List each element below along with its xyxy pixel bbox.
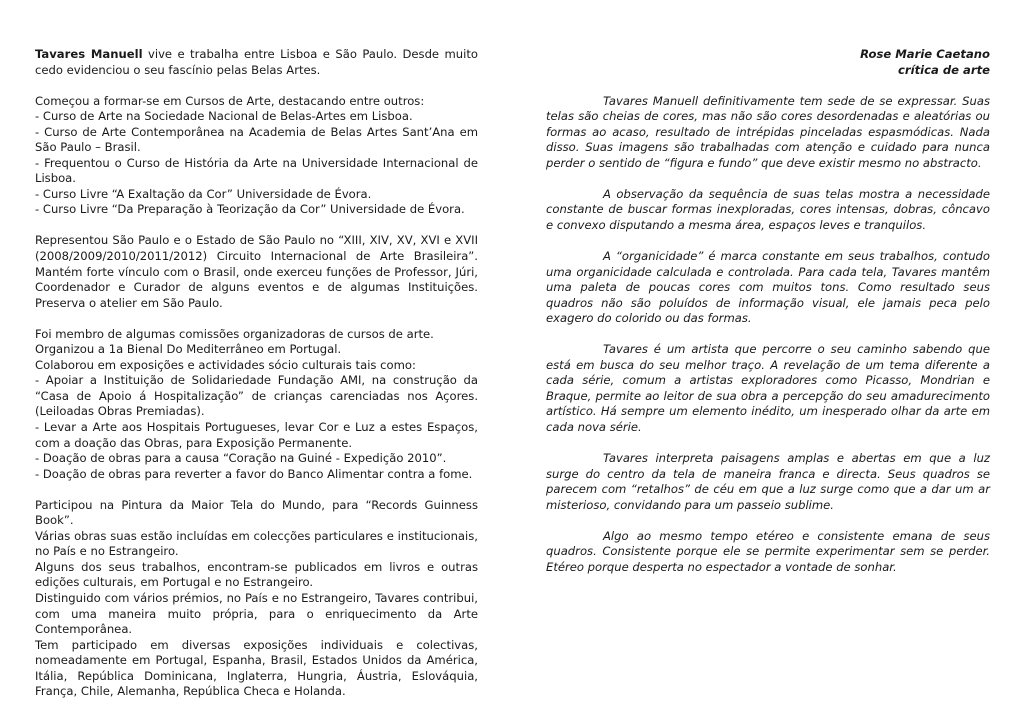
training-line: - Curso Livre “Da Preparação à Teorização da Cor” Universidade de Évora. — [35, 202, 465, 217]
activity-line: - Levar a Arte aos Hospitais Portugueses, levar Cor e Luz a estes Espaços, com a doação das Obras, para Exposição Permanente. — [35, 419, 478, 450]
recognition-line: Participou na Pintura da Maior Tela do Mundo, para “Records Guinness Book”. — [35, 497, 478, 528]
critique-paragraph: A “organicidade” é marca constante em seus trabalhos, contudo uma organicidade calculada e controlada. Para cada tela, Tavares mantêm uma paleta de poucas cores com muitos tons. Como resultado seus quadros não são poluídos de informação visual, ele jamais peca pelo exagero do colorido ou das formas. — [546, 248, 990, 326]
recognition-line: Alguns dos seus trabalhos, encontram-se publicados em livros e outras edições culturais, em Portugal e no Estrangeiro. — [35, 559, 478, 590]
critic-name: Rose Marie Caetano — [860, 47, 990, 61]
training-line: - Curso Livre “A Exaltação da Cor” Universidade de Évora. — [35, 186, 372, 201]
training-paragraph — [35, 94, 478, 218]
recognition-paragraph — [35, 498, 478, 700]
activities-paragraph — [35, 327, 478, 482]
activity-line: - Doação de obras para a causa “Coração na Guiné - Expedição 2010”. — [35, 451, 447, 466]
recognition-line: Tem participado em diversas exposições individuais e colectivas, nomeadamente em Portugal, Espanha, Brasil, Estados Unidos da América, Itália, República Dominicana, Inglaterra, Hungria, Áustria, Eslováquia, França, Chile, Alemanha, República Checa e Holanda. — [35, 637, 478, 699]
critic-role: crítica de arte — [898, 62, 990, 77]
recognition-line: Várias obras suas estão incluídas em colecções particulares e institucionais, no País e no Estrangeiro. — [35, 528, 478, 559]
representation-paragraph: Representou São Paulo e o Estado de São Paulo no “XIII, XIV, XV, XVI e XVII (2008/2009/2010/2011/2012) Circuito Internacional de Arte Brasileira”. Mantém forte vínculo com o Brasil, onde exerceu funções de Professor, Júri, Coordenador e Curador de alguns eventos e de algumas Instituições. Preserva o atelier em São Paulo. — [35, 233, 478, 310]
biography-column — [35, 47, 478, 715]
activity-line: - Apoiar a Instituição de Solidariedade Fundação AMI, na construção da “Casa de Apoio á Hospitalização” de crianças carenciadas nos Açores. (Leiloadas Obras Premiadas). — [35, 373, 478, 419]
intro-text: vive e trabalha entre Lisboa e São Paulo. Desde muito cedo evidenciou o seu fascínio pelas Belas Artes. — [35, 47, 478, 77]
activity-line: - Doação de obras para reverter a favor do Banco Alimentar contra a fome. — [35, 466, 473, 481]
activity-line: Foi membro de algumas comissões organizadoras de cursos de arte. — [35, 326, 434, 341]
activity-line: Colaborou em exposições e actividades sócio culturais tais como: — [35, 357, 416, 372]
artist-name: Tavares Manuell — [35, 47, 143, 61]
training-line: - Curso de Arte na Sociedade Nacional de Belas-Artes em Lisboa. — [35, 109, 413, 124]
training-line: - Curso de Arte Contemporânea na Academia de Belas Artes Sant’Ana em São Paulo – Brasil. — [35, 124, 478, 155]
recognition-line: Distinguido com vários prémios, no País e no Estrangeiro, Tavares contribui, com uma maneira muito própria, para o enriquecimento da Arte Contemporânea. — [35, 590, 478, 637]
critique-paragraph: Tavares interpreta paisagens amplas e abertas em que a luz surge do centro da tela de maneira franca e directa. Seus quadros se parecem com “retalhos” de céu em que a luz surge como que a dar um ar misterioso, convidando para um passeio sublime. — [546, 450, 990, 512]
activity-line: Organizou a 1a Bienal Do Mediterrâneo em Portugal. — [35, 342, 342, 357]
training-line: - Frequentou o Curso de História da Arte na Universidade Internacional de Lisboa. — [35, 155, 478, 186]
critique-paragraph: Algo ao mesmo tempo etéreo e consistente emana de seus quadros. Consistente porque ele se permite experimentar sem se perder. Etéreo porque desperta no espectador a vontade de sonhar. — [546, 528, 990, 574]
critique-paragraph: A observação da sequência de suas telas mostra a necessidade constante de buscar formas inexploradas, cores intensas, dobras, côncavo e convexo disputando a mesma área, espaços leves e tranquilos. — [546, 186, 990, 232]
critique-column — [546, 47, 990, 591]
critic-signature — [546, 47, 990, 78]
critique-paragraph: Tavares Manuell definitivamente tem sede de se expressar. Suas telas são cheias de cores, mas não são cores desordenadas e aleatórias ou formas ao acaso, resultado de intrépidas pinceladas espasmódicas. Nada disso. Suas imagens são trabalhadas com atenção e cuidado para nunca perder o sentido de “figura e fundo” que deve existir mesmo no abstracto. — [546, 93, 990, 170]
training-line: Começou a formar-se em Cursos de Arte, destacando entre outros: — [35, 93, 425, 108]
intro-paragraph — [35, 47, 478, 78]
critique-text — [546, 94, 990, 576]
critique-paragraph: Tavares é um artista que percorre o seu caminho sabendo que está em busca do seu melhor traço. A revelação de um tema diferente a cada série, comum a artistas exploradores como Picasso, Mondrian e Braque, permite ao leitor de sua obra a percepção do seu amadurecimento artístico. Há sempre um elemento inédito, um inesperado olhar da arte em cada nova série. — [546, 342, 990, 434]
